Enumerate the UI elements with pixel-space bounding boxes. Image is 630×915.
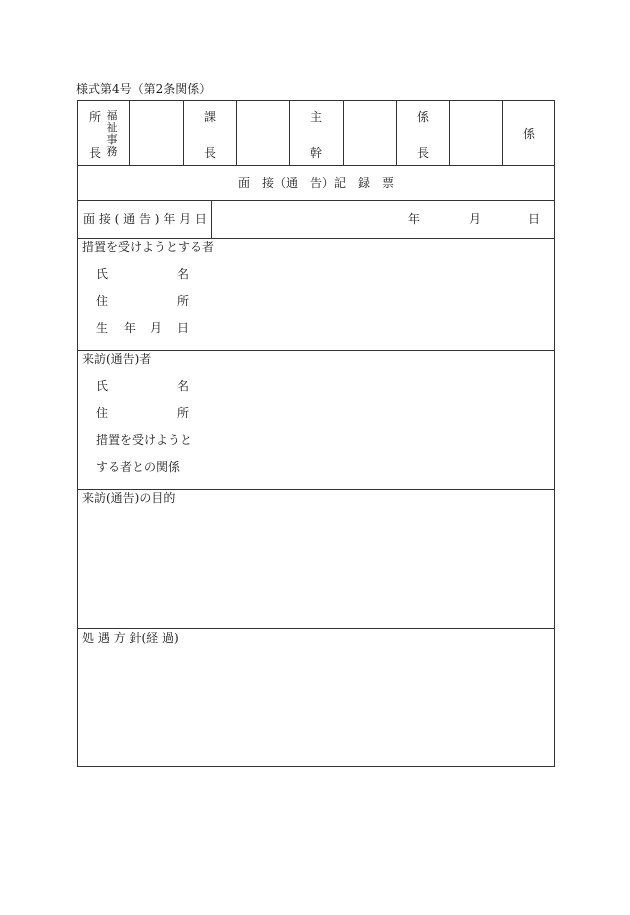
divider <box>77 200 555 201</box>
day-label: 日 <box>528 212 541 226</box>
field-label: 年 <box>124 321 137 335</box>
divider <box>183 100 184 165</box>
field-label: 措置を受けようと <box>96 433 193 447</box>
divider <box>343 100 344 165</box>
form-title: 面 接（通 告）記 録 票 <box>237 176 394 190</box>
field-label: 氏 <box>96 267 109 281</box>
approval-label: 所 <box>89 110 102 124</box>
approval-label-stack <box>106 110 118 158</box>
divider <box>211 200 212 238</box>
approval-label: 祉 <box>106 121 118 134</box>
divider <box>77 350 555 351</box>
form-number: 様式第4号（第2条関係） <box>76 82 212 96</box>
divider <box>77 489 555 490</box>
field-label: 名 <box>177 267 190 281</box>
field-label: 氏 <box>96 379 109 393</box>
approval-label: 係 <box>417 110 430 124</box>
divider <box>77 238 555 239</box>
approval-label: 係 <box>523 127 536 141</box>
approval-label: 長 <box>89 146 102 160</box>
field-label: 日 <box>177 321 190 335</box>
divider <box>449 100 450 165</box>
approval-label: 幹 <box>310 146 323 160</box>
field-label: 月 <box>150 321 163 335</box>
month-label: 月 <box>469 212 482 226</box>
approval-label: 務 <box>106 145 118 158</box>
approval-label: 長 <box>417 146 430 160</box>
approval-label: 福 <box>106 109 118 122</box>
field-label: 住 <box>96 294 109 308</box>
field-label: する者との関係 <box>96 460 181 474</box>
divider <box>396 100 397 165</box>
section-heading: 処 遇 方 針(経 過) <box>82 631 179 645</box>
approval-label: 主 <box>310 110 323 124</box>
divider <box>77 165 555 166</box>
approval-label: 事 <box>106 133 118 146</box>
section-heading: 来訪(通告)の目的 <box>82 491 176 505</box>
field-label: 所 <box>177 294 190 308</box>
approval-label: 長 <box>204 146 217 160</box>
section-heading: 来訪(通告)者 <box>82 352 152 366</box>
year-label: 年 <box>408 212 421 226</box>
field-label: 生 <box>96 321 109 335</box>
field-label: 住 <box>96 406 109 420</box>
divider <box>129 100 130 165</box>
divider <box>236 100 237 165</box>
divider <box>77 628 555 629</box>
divider <box>502 100 503 165</box>
section-heading: 措置を受けようとする者 <box>82 240 215 254</box>
approval-label: 課 <box>204 110 217 124</box>
date-label: 面 接 ( 通 告 ) 年 月 日 <box>83 212 207 226</box>
field-label: 名 <box>177 379 190 393</box>
field-label: 所 <box>177 406 190 420</box>
divider <box>289 100 290 165</box>
